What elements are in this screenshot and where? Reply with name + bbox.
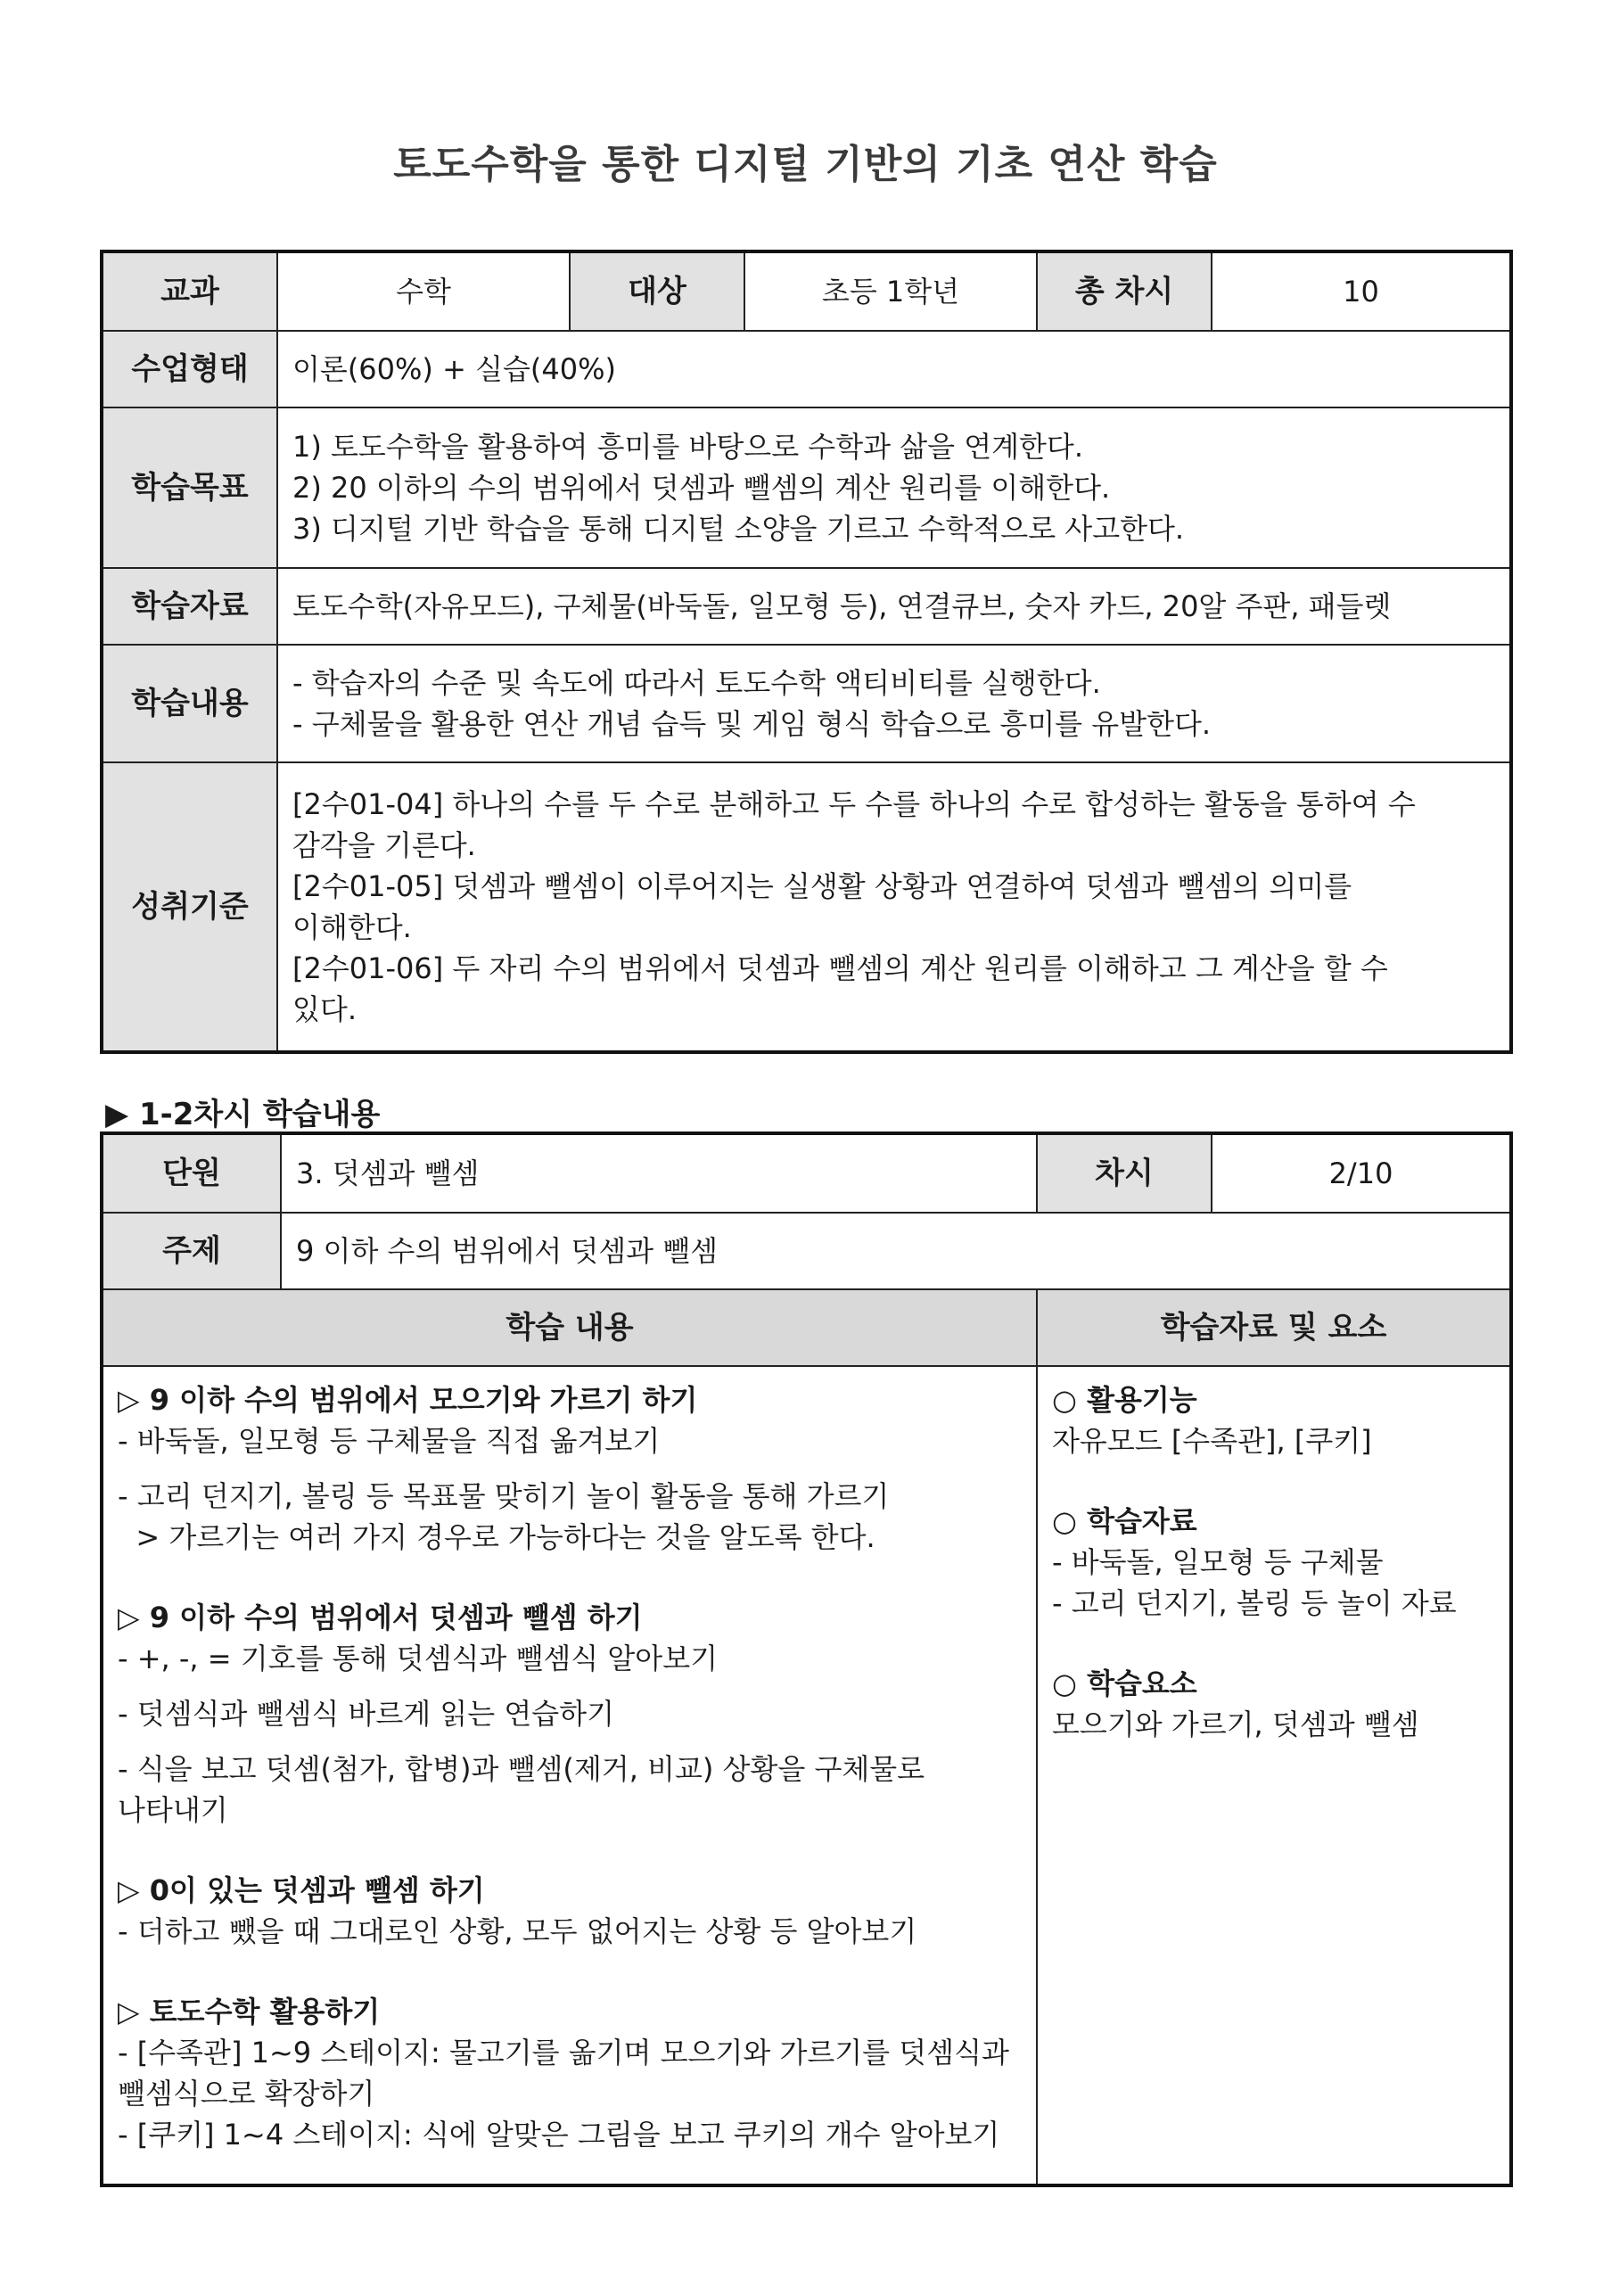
page-title: 토도수학을 통한 디지털 기반의 기초 연산 학습 (393, 142, 1218, 187)
activity-line: 뺄셈식으로 확장하기 (118, 2077, 375, 2111)
subject-label: 교과 (103, 252, 277, 331)
section-title: ▶ 1-2차시 학습내용 (105, 1097, 381, 1132)
info-row-content (103, 645, 1510, 762)
standard-line: [2수01-04] 하나의 수를 두 수로 분해하고 두 수를 하나의 수로 합성하는 활동을 통하여 수 (292, 787, 1416, 821)
activity-heading: ▷ 토도수학 활용하기 (118, 1995, 381, 2029)
activity-block (118, 1870, 1022, 1952)
materials-value (277, 568, 1510, 645)
activity-line: - [쿠키] 1~4 스테이지: 식에 알맞은 그림을 보고 쿠키의 개수 알아보기 (118, 2118, 1000, 2152)
lesson-content-cell (103, 1366, 1037, 2185)
lesson-body-row (103, 1366, 1510, 2185)
activity-line: - 고리 던지기, 볼링 등 목표물 맞히기 놀이 활동을 통해 가르기 (118, 1479, 890, 1513)
col-header-materials: 학습자료 및 요소 (1037, 1289, 1510, 1366)
lesson-row-unit (103, 1134, 1510, 1213)
info-row-standards (103, 762, 1510, 1051)
lesson-table (102, 1133, 1511, 2185)
lesson-header-row (103, 1289, 1510, 1366)
info-row-goals (103, 407, 1510, 568)
standard-line: 있다. (292, 992, 357, 1026)
topic-label: 주제 (103, 1213, 281, 1289)
lesson-materials-cell (1037, 1366, 1510, 2185)
standard-line: 감각을 기른다. (292, 828, 476, 862)
standard-line: [2수01-06] 두 자리 수의 범위에서 덧셈과 뺄셈의 계산 원리를 이해하고 그 계산을 할 수 (292, 951, 1388, 985)
total-periods-value: 10 (1212, 252, 1510, 331)
info-row-subject (103, 252, 1510, 331)
activity-heading: ▷ 0이 있는 덧셈과 뺄셈 하기 (118, 1873, 485, 1907)
format-label: 수업형태 (103, 331, 277, 407)
activity-line: - 식을 보고 덧셈(첨가, 합병)과 뺄셈(제거, 비교) 상황을 구체물로 (118, 1752, 925, 1786)
target-value: 초등 1학년 (744, 252, 1037, 331)
activity-heading: ▷ 9 이하 수의 범위에서 모으기와 가르기 하기 (118, 1383, 698, 1417)
col-header-content: 학습 내용 (103, 1289, 1037, 1366)
materials-text: 토도수학(자유모드), 구체물(바둑돌, 일모형 등), 연결큐브, 숫자 카드, 20알 주판, 패들렛 (292, 589, 1392, 623)
materials-line: - 고리 던지기, 볼링 등 놀이 자료 (1052, 1586, 1457, 1620)
activity-block (118, 1379, 1022, 1558)
elements-value: 모으기와 가르기, 덧셈과 뺄셈 (1052, 1708, 1419, 1741)
lesson-row-topic (103, 1213, 1510, 1289)
feature-heading: ○ 활용기능 (1052, 1383, 1197, 1417)
info-row-materials (103, 568, 1510, 645)
activity-line: - [수족관] 1~9 스테이지: 물고기를 옮기며 모으기와 가르기를 덧셈식과 (118, 2036, 1009, 2070)
standard-line: 이해한다. (292, 910, 412, 944)
materials-line: - 바둑돌, 일모형 등 구체물 (1052, 1545, 1384, 1579)
activity-block (118, 1991, 1022, 2155)
materials-heading: ○ 학습자료 (1052, 1504, 1197, 1538)
course-info-table (102, 251, 1511, 1052)
activity-line: 나타내기 (118, 1793, 228, 1827)
standards-label: 성취기준 (103, 762, 277, 1051)
goal-item: 1) 토도수학을 활용하여 흥미를 바탕으로 수학과 삶을 연계한다. (292, 430, 1084, 464)
goals-list (277, 407, 1510, 568)
activity-line: - 바둑돌, 일모형 등 구체물을 직접 옮겨보기 (118, 1424, 661, 1458)
activity-line: - +, -, = 기호를 통해 덧셈식과 뺄셈식 알아보기 (118, 1642, 719, 1675)
format-value: 이론(60%) + 실습(40%) (277, 331, 1510, 407)
target-label: 대상 (570, 252, 744, 331)
elements-heading: ○ 학습요소 (1052, 1666, 1197, 1700)
activity-block (118, 1597, 1022, 1831)
content-list (277, 645, 1510, 762)
activity-heading: ▷ 9 이하 수의 범위에서 덧셈과 뺄셈 하기 (118, 1601, 643, 1634)
unit-label: 단원 (103, 1134, 281, 1213)
content-label: 학습내용 (103, 645, 277, 762)
goal-item: 3) 디지털 기반 학습을 통해 디지털 소양을 기르고 수학적으로 사고한다. (292, 512, 1185, 546)
activity-line: - 더하고 뺐을 때 그대로인 상황, 모두 없어지는 상황 등 알아보기 (118, 1914, 917, 1948)
period-value: 2/10 (1212, 1134, 1510, 1213)
content-item: - 구체물을 활용한 연산 개념 습득 및 게임 형식 학습으로 흥미를 유발한다. (292, 707, 1212, 741)
feature-value: 자유모드 [수족관], [쿠키] (1052, 1424, 1372, 1458)
info-row-format (103, 331, 1510, 407)
goal-item: 2) 20 이하의 수의 범위에서 덧셈과 뺄셈의 계산 원리를 이해한다. (292, 471, 1111, 505)
materials-label: 학습자료 (103, 568, 277, 645)
unit-value: 3. 덧셈과 뺄셈 (281, 1134, 1037, 1213)
activity-line: > 가르기는 여러 가지 경우로 가능하다는 것을 알도록 한다. (118, 1520, 875, 1554)
content-item: - 학습자의 수준 및 속도에 따라서 토도수학 액티비티를 실행한다. (292, 666, 1101, 700)
activity-line: - 덧셈식과 뺄셈식 바르게 읽는 연습하기 (118, 1697, 614, 1731)
subject-value: 수학 (277, 252, 570, 331)
topic-value: 9 이하 수의 범위에서 덧셈과 뺄셈 (281, 1213, 1510, 1289)
period-label: 차시 (1037, 1134, 1212, 1213)
standards-list (277, 762, 1510, 1051)
total-periods-label: 총 차시 (1037, 252, 1212, 331)
goals-label: 학습목표 (103, 407, 277, 568)
standard-line: [2수01-05] 덧셈과 뺄셈이 이루어지는 실생활 상황과 연결하여 덧셈과 뺄셈의 의미를 (292, 869, 1352, 903)
